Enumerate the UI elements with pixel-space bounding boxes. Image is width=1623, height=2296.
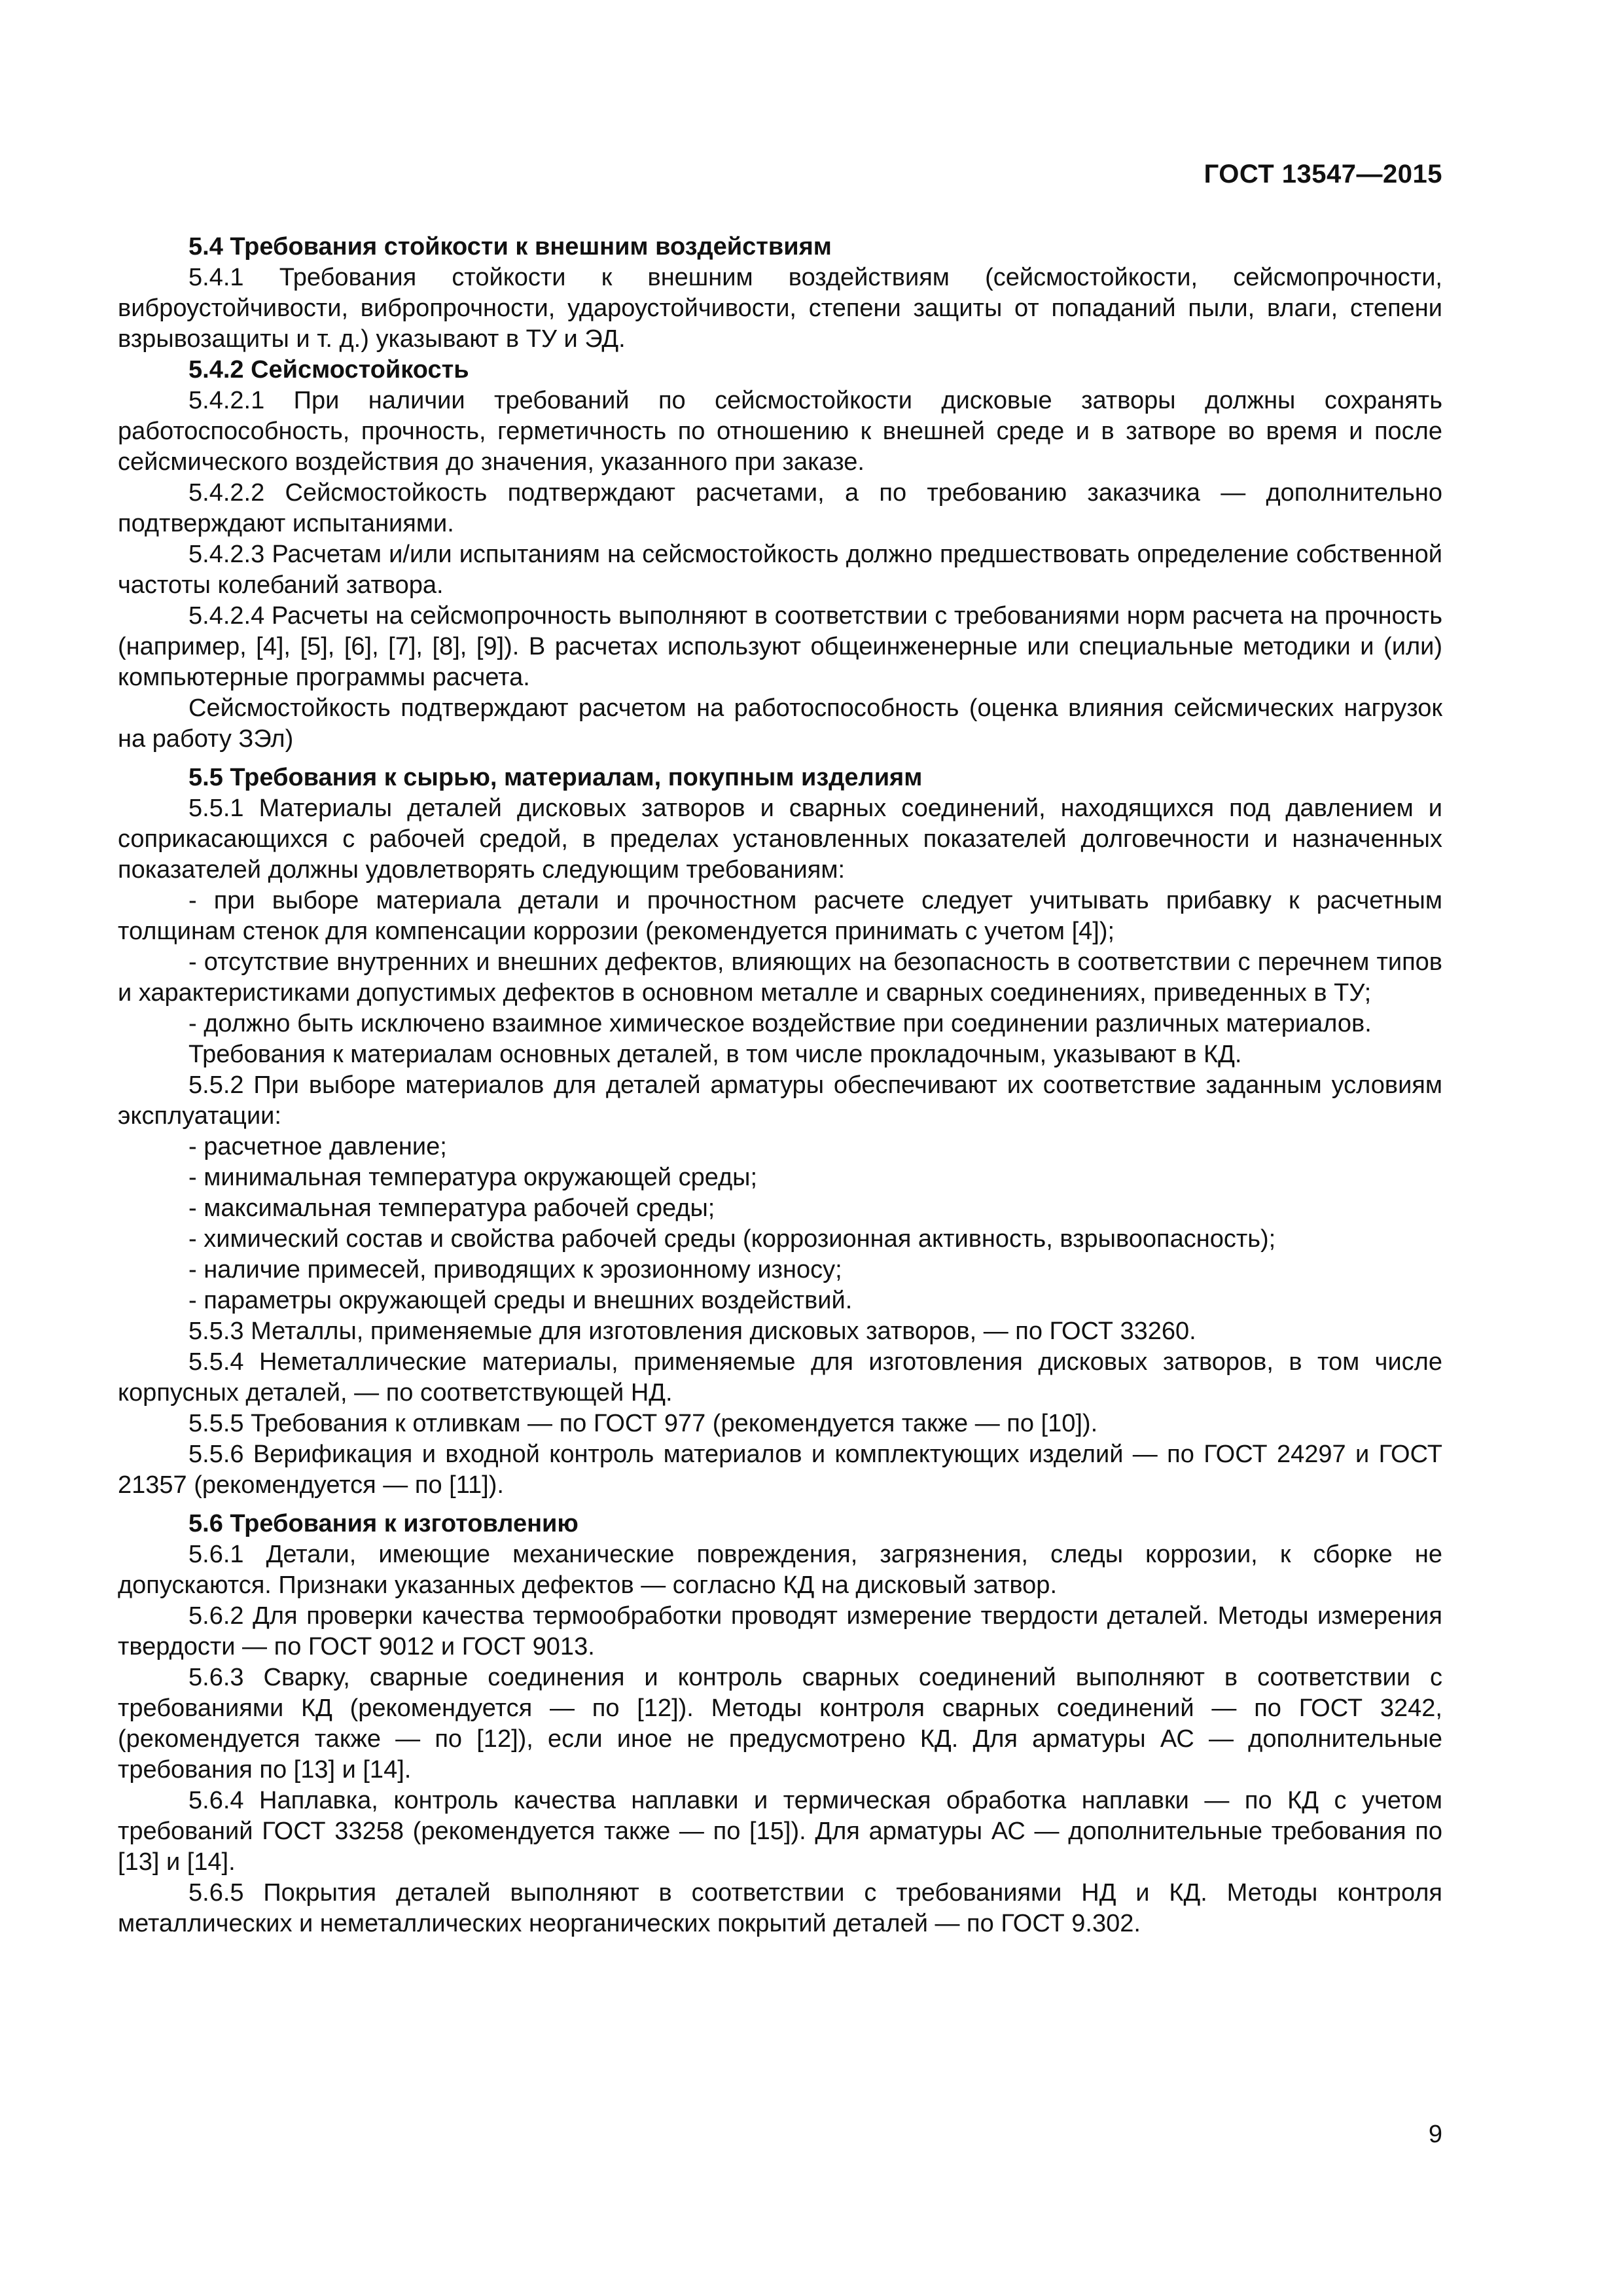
list-item: - расчетное давление; — [188, 1133, 447, 1160]
list-item: - параметры окружающей среды и внешних воздействий. — [188, 1287, 853, 1314]
heading-5-4: 5.4 Требования стойкости к внешним воздействиям — [188, 233, 832, 260]
paragraph-5-5-2: 5.5.2 При выборе материалов для деталей арматуры обеспечивают их соответствие заданным условиям эксплуатации: — [118, 1071, 1442, 1130]
paragraph-5-4-2-4-cont: Сейсмостойкость подтверждают расчетом на работоспособность (оценка влияния сейсмических нагрузок на работу ЗЭл) — [118, 694, 1442, 753]
paragraph-5-6-3: 5.6.3 Сварку, сварные соединения и контроль сварных соединений выполняют в соответствии с требованиями КД (рекомендуется — по [12]). Методы контроля сварных соединений — по ГОСТ 3242, (рекомендуется также — по [12]), если иное не предусмотрено КД. Для арматуры АС — дополнительные требования по [13] и [14]. — [118, 1664, 1442, 1784]
paragraph-5-6-4: 5.6.4 Наплавка, контроль качества наплавки и термическая обработка наплавки — по КД с учетом требований ГОСТ 33258 (рекомендуется также — по [15]). Для арматуры АС — дополнительные требования по [13] и [14]. — [118, 1787, 1442, 1876]
page-number: 9 — [1428, 2121, 1442, 2148]
paragraph-5-5-4: 5.5.4 Неметаллические материалы, применяемые для изготовления дисковых затворов, в том числе корпусных деталей, — по соответствующей НД. — [118, 1348, 1442, 1407]
paragraph-5-5-6: 5.5.6 Верификация и входной контроль материалов и комплектующих изделий — по ГОСТ 24297 и ГОСТ 21357 (рекомендуется — по [11]). — [118, 1441, 1442, 1499]
heading-5-6: 5.6 Требования к изготовлению — [188, 1510, 579, 1537]
paragraph-5-5-5: 5.5.5 Требования к отливкам — по ГОСТ 977 (рекомендуется также — по [10]). — [188, 1410, 1098, 1437]
bullet-item: - должно быть исключено взаимное химическое воздействие при соединении различных материалов. — [188, 1010, 1372, 1037]
paragraph-5-4-2-3: 5.4.2.3 Расчетам и/или испытаниям на сейсмостойкость должно предшествовать определение собственной частоты колебаний затвора. — [118, 541, 1442, 599]
list-item: - минимальная температура окружающей среды; — [188, 1164, 758, 1191]
paragraph-5-5-1: 5.5.1 Материалы деталей дисковых затворов и сварных соединений, находящихся под давлением и соприкасающихся с рабочей средой, в пределах установленных показателей долговечности и назначенных показателей должны удовлетворять следующим требованиям: — [118, 795, 1442, 884]
paragraph-5-4-2-4: 5.4.2.4 Расчеты на сейсмопрочность выполняют в соответствии с требованиями норм расчета на прочность (например, [4], [5], [6], [7], [8], [9]). В расчетах используют общеинженерные или специальные методики и (или) компьютерные программы расчета. — [118, 602, 1442, 691]
heading-5-4-2: 5.4.2 Сейсмостойкость — [188, 356, 469, 384]
list-item: - химический состав и свойства рабочей среды (коррозионная активность, взрывоопасность); — [188, 1225, 1276, 1253]
heading-5-5: 5.5 Требования к сырью, материалам, покупным изделиям — [188, 764, 923, 791]
paragraph-5-4-2-1: 5.4.2.1 При наличии требований по сейсмостойкости дисковые затворы должны сохранять работоспособность, прочность, герметичность по отношению к внешней среде и в затворе во время и после сейсмического воздействия до значения, указанного при заказе. — [118, 387, 1442, 476]
list-item: - максимальная температура рабочей среды; — [188, 1194, 715, 1222]
bullet-item: - при выборе материала детали и прочностном расчете следует учитывать прибавку к расчетным толщинам стенок для компенсации коррозии (рекомендуется принимать с учетом [4]); — [118, 887, 1442, 945]
paragraph-5-4-1: 5.4.1 Требования стойкости к внешним воздействиям (сейсмостойкости, сейсмопрочности, виброустойчивости, вибропрочности, удароустойчивости, степени защиты от попаданий пыли, влаги, степени взрывозащиты и т. д.) указывают в ТУ и ЭД. — [118, 264, 1442, 353]
paragraph-5-5-3: 5.5.3 Металлы, применяемые для изготовления дисковых затворов, — по ГОСТ 33260. — [188, 1318, 1196, 1345]
paragraph-5-5-1-cont: Требования к материалам основных деталей, в том числе прокладочным, указывают в КД. — [188, 1041, 1242, 1068]
paragraph-5-6-2: 5.6.2 Для проверки качества термообработки проводят измерение твердости деталей. Методы измерения твердости — по ГОСТ 9012 и ГОСТ 9013. — [118, 1602, 1442, 1660]
list-item: - наличие примесей, приводящих к эрозионному износу; — [188, 1256, 842, 1283]
paragraph-5-6-1: 5.6.1 Детали, имеющие механические повреждения, загрязнения, следы коррозии, к сборке не допускаются. Признаки указанных дефектов — согласно КД на дисковый затвор. — [118, 1541, 1442, 1599]
paragraph-5-4-2-2: 5.4.2.2 Сейсмостойкость подтверждают расчетами, а по требованию заказчика — дополнительно подтверждают испытаниями. — [118, 479, 1442, 537]
bullet-item: - отсутствие внутренних и внешних дефектов, влияющих на безопасность в соответствии с перечнем типов и характеристиками допустимых дефектов в основном металле и сварных соединениях, приведенных в ТУ; — [118, 948, 1442, 1007]
paragraph-5-6-5: 5.6.5 Покрытия деталей выполняют в соответствии с требованиями НД и КД. Методы контроля металлических и неметаллических неорганических покрытий деталей — по ГОСТ 9.302. — [118, 1879, 1442, 1937]
document-body — [118, 232, 1442, 1939]
document-page — [118, 0, 1442, 2296]
document-code: ГОСТ 13547—2015 — [1204, 160, 1442, 188]
